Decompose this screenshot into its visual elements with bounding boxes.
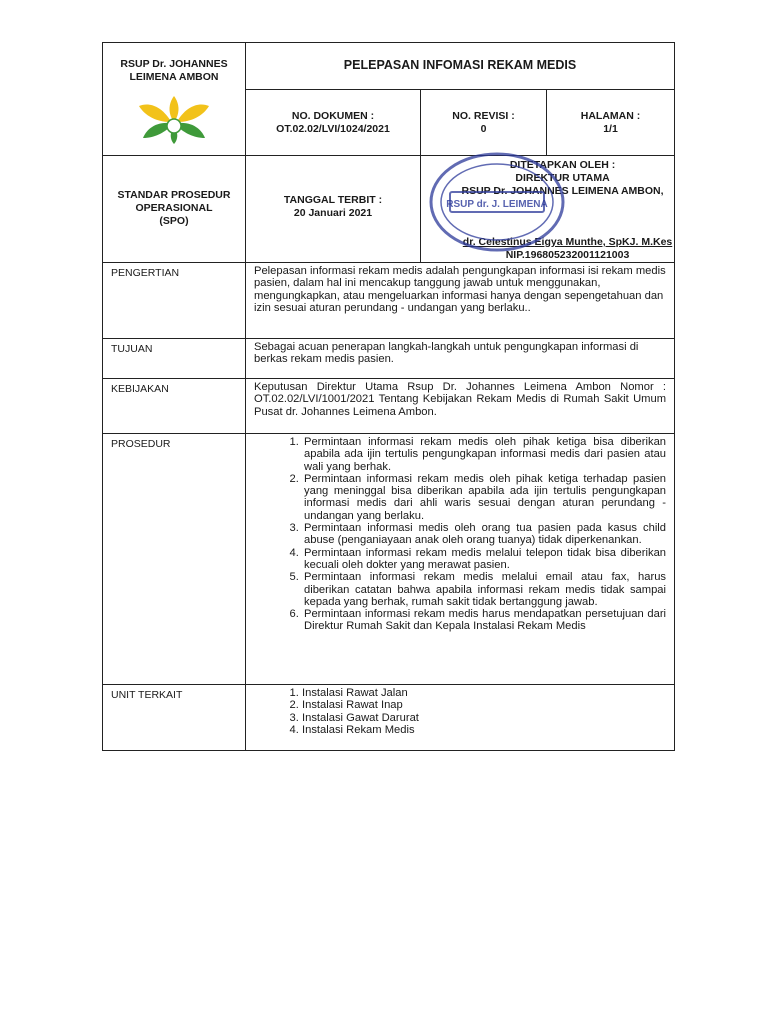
- spo-label-line2: OPERASIONAL: [135, 202, 213, 214]
- pengertian-label-cell: [103, 263, 246, 339]
- page-label: HALAMAN :: [580, 110, 641, 122]
- approved-by-label: DITETAPKAN OLEH :: [509, 159, 616, 171]
- hospital-name: RSUP Dr. JOHANNES LEIMENA AMBON: [120, 58, 228, 83]
- unit-label: UNIT TERKAIT: [111, 689, 183, 701]
- page-cell: [547, 90, 675, 156]
- pengertian-cell: [246, 263, 675, 339]
- tujuan-label: TUJUAN: [111, 343, 153, 355]
- unit-cell: [246, 685, 675, 751]
- unit-item: 4. Instalasi Rekam Medis: [302, 724, 666, 736]
- prosedur-item: 5. Permintaan informasi rekam medis melalui email atau fax, harus diberikan catatan bahwa apabila informasi rekam medis tidak sampai kepada yang berhak, rumah sakit tidak bertanggung jawab.: [302, 571, 666, 608]
- unit-list: [254, 687, 666, 736]
- unit-item: 2. Instalasi Rawat Inap: [302, 699, 666, 711]
- issue-date-value: 20 Januari 2021: [293, 207, 373, 219]
- pengertian-text: Pelepasan informasi rekam medis adalah pengungkapan informasi isi rekam medis pasien, dalam hal ini mencakup tanggung jawab untuk menggunakan, mengungkapkan, atau mengeluarkan informasi hanya dengan sepengetahuan dan izin sesuai aturan perundang - undangan yang berlaku..: [254, 265, 666, 314]
- issue-date-label: TANGGAL TERBIT :: [283, 194, 383, 206]
- kebijakan-label: KEBIJAKAN: [111, 383, 169, 395]
- kebijakan-text: Keputusan Direktur Utama Rsup Dr. Johannes Leimena Ambon Nomor : OT.02.02/LVI/1001/2021 Tentang Kebijakan Rekam Medis di Rumah Sakit Umum Pusat dr. Johannes Leimena Ambon.: [254, 381, 667, 418]
- prosedur-cell: [246, 434, 675, 685]
- approver-title: DIREKTUR UTAMA: [515, 172, 610, 184]
- approver-org: RSUP Dr. JOHANNES LEIMENA AMBON,: [461, 185, 664, 197]
- document-title: PELEPASAN INFOMASI REKAM MEDIS: [343, 58, 577, 72]
- revision-value: 0: [480, 123, 487, 135]
- spo-label-cell: [103, 156, 246, 263]
- hospital-logo: [103, 92, 245, 153]
- spo-label-line1: STANDAR PROSEDUR: [117, 189, 231, 201]
- hospital-cell: [103, 43, 246, 156]
- prosedur-item: 6. Permintaan informasi rekam medis harus mendapatkan persetujuan dari Direktur Rumah Sakit dan Kepala Instalasi Rekam Medis: [302, 608, 666, 633]
- tujuan-label-cell: [103, 339, 246, 379]
- prosedur-item: 1. Permintaan informasi rekam medis oleh pihak ketiga bisa diberikan apabila ada ijin tertulis pengungkapan informasi medis dari pasien atau wali yang berhak.: [302, 436, 666, 473]
- unit-item: 3. Instalasi Gawat Darurat: [302, 712, 666, 724]
- revision-cell: [421, 90, 547, 156]
- unit-item: 1. Instalasi Rawat Jalan: [302, 687, 666, 699]
- unit-label-cell: [103, 685, 246, 751]
- flower-logo-icon: [135, 92, 213, 148]
- kebijakan-label-cell: [103, 379, 246, 434]
- revision-label: NO. REVISI :: [452, 110, 515, 122]
- kebijakan-cell: [246, 379, 675, 434]
- approver-name: dr. Celestinus Eigya Munthe, SpKJ. M.Kes: [462, 236, 673, 248]
- approval-cell: [421, 156, 675, 263]
- prosedur-item: 4. Permintaan informasi rekam medis melalui telepon tidak bisa diberikan kecuali oleh dokter yang merawat pasien.: [302, 547, 666, 572]
- doc-number-cell: [246, 90, 421, 156]
- prosedur-item: 3. Permintaan informasi medis oleh orang tua pasien pada kasus child abuse (penganiayaan anak oleh orang tuanya) tidak diperkenankan.: [302, 522, 666, 547]
- spo-label-line3: (SPO): [159, 215, 189, 227]
- page-value: 1/1: [603, 123, 618, 135]
- prosedur-list: [254, 436, 666, 633]
- title-cell: [246, 43, 675, 90]
- spo-document-table: [102, 42, 675, 751]
- tujuan-text: Sebagai acuan penerapan langkah-langkah untuk pengungkapan informasi di berkas rekam medis pasien.: [254, 341, 639, 366]
- prosedur-label-cell: [103, 434, 246, 685]
- doc-number-label: NO. DOKUMEN :: [291, 110, 375, 122]
- stamp-text: RSUP dr. J. LEIMENA: [446, 199, 548, 210]
- prosedur-item: 2. Permintaan informasi rekam medis oleh pihak ketiga terhadap pasien yang meninggal bisa diberikan apabila ada ijin tertulis pengungkapan informasi medis dari ahli waris sesuai dengan aturan perundang -undangan yang berlaku.: [302, 473, 666, 522]
- doc-number-value: OT.02.02/LVI/1024/2021: [276, 123, 390, 135]
- approver-nip: NIP.196805232001121003: [505, 249, 630, 261]
- issue-date-cell: [246, 156, 421, 263]
- prosedur-label: PROSEDUR: [111, 438, 171, 450]
- pengertian-label: PENGERTIAN: [111, 267, 180, 279]
- tujuan-cell: [246, 339, 675, 379]
